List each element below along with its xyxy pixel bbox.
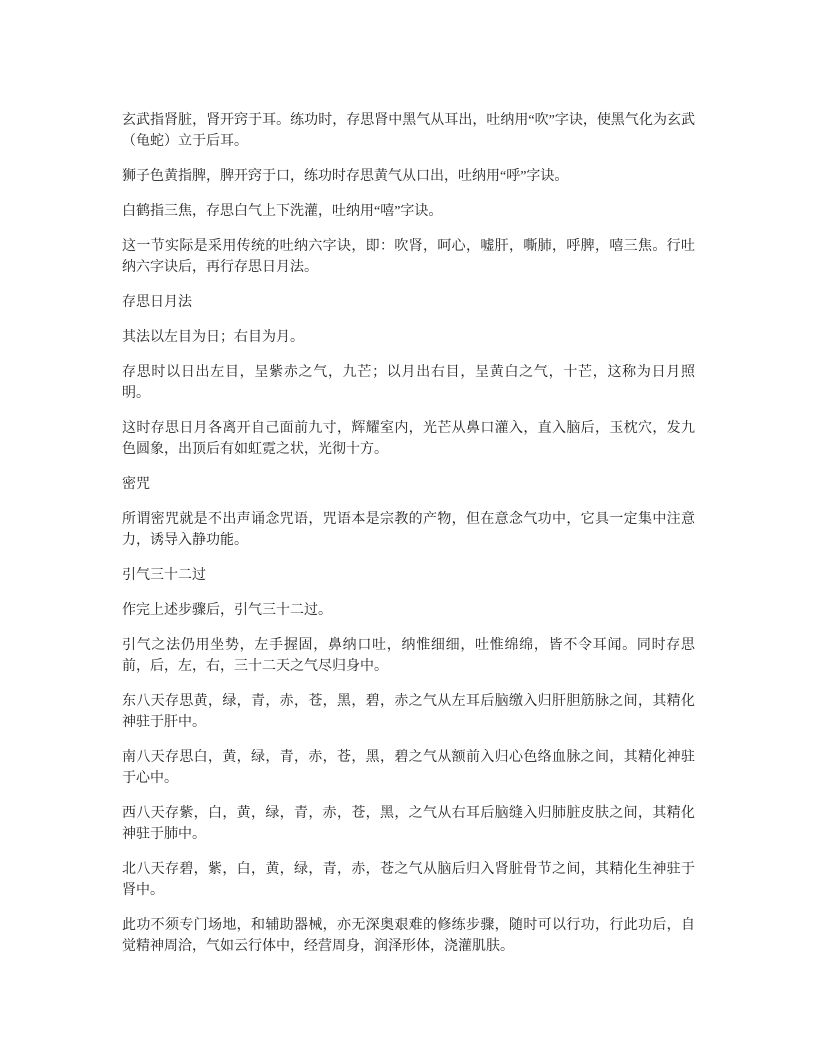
paragraph: 狮子色黄指脾，脾开窍于口，练功时存思黄气从口出，吐纳用“呼”字诀。 — [122, 169, 569, 184]
paragraph: 引气之法仍用坐势，左手握固，鼻纳口吐，纳惟细细，吐惟绵绵，皆不令耳闻。同时存思前，后，左，右，三十二天之气尽归身中。 — [122, 638, 695, 674]
paragraph: 存思时以日出左目，呈紫赤之气，九芒；以月出右目，呈黄白之气，十芒，这称为日月照明。 — [122, 365, 695, 401]
paragraph: 北八天存碧，紫，白，黄，绿，青，赤，苍之气从脑后归入肾脏骨节之间，其精化生神驻于肾中。 — [122, 862, 695, 898]
section-heading: 引气三十二过 — [122, 568, 206, 583]
paragraph: 此功不须专门场地，和辅助器械，亦无深奥艰难的修练步骤，随时可以行功，行此功后，自觉精神周洽，气如云行体中，经营周身，润泽形体，浇灌肌肤。 — [122, 918, 695, 954]
paragraph: 东八天存思黄，绿，青，赤，苍，黑，碧，赤之气从左耳后脑缴入归肝胆筋脉之间，其精化神驻于肝中。 — [122, 694, 695, 730]
paragraph: 西八天存紫，白，黄，绿，青，赤，苍，黑，之气从右耳后脑缝入归肺脏皮肤之间，其精化神驻于肺中。 — [122, 806, 695, 842]
paragraph: 玄武指肾脏，肾开窍于耳。练功时，存思肾中黑气从耳出，吐纳用“吹”字诀，使黑气化为玄武（龟蛇）立于后耳。 — [122, 113, 695, 149]
paragraph: 这一节实际是采用传统的吐纳六字诀，即：吹肾，呵心，嘘肝，嘶肺，呼脾，嘻三焦。行吐纳六字诀后，再行存思日月法。 — [122, 239, 695, 275]
paragraph: 南八天存思白，黄，绿，青，赤，苍，黑，碧之气从额前入归心色络血脉之间，其精化神驻于心中。 — [122, 750, 695, 786]
paragraph: 其法以左目为日；右目为月。 — [122, 330, 304, 345]
paragraph: 所谓密咒就是不出声诵念咒语，咒语本是宗教的产物，但在意念气功中，它具一定集中注意力，诱导入静功能。 — [122, 512, 695, 548]
section-heading: 密咒 — [122, 477, 150, 492]
paragraph: 作完上述步骤后，引气三十二过。 — [122, 603, 332, 618]
paragraph: 这时存思日月各离开自己面前九寸，辉耀室内，光芒从鼻口灌入，直入脑后，玉枕穴，发九色圆象，出顶后有如虹霓之状，光彻十方。 — [122, 421, 695, 457]
paragraph: 白鹤指三焦，存思白气上下洗灌，吐纳用“嘻”字诀。 — [122, 204, 443, 219]
document-content — [122, 110, 695, 971]
section-heading: 存思日月法 — [122, 295, 192, 310]
